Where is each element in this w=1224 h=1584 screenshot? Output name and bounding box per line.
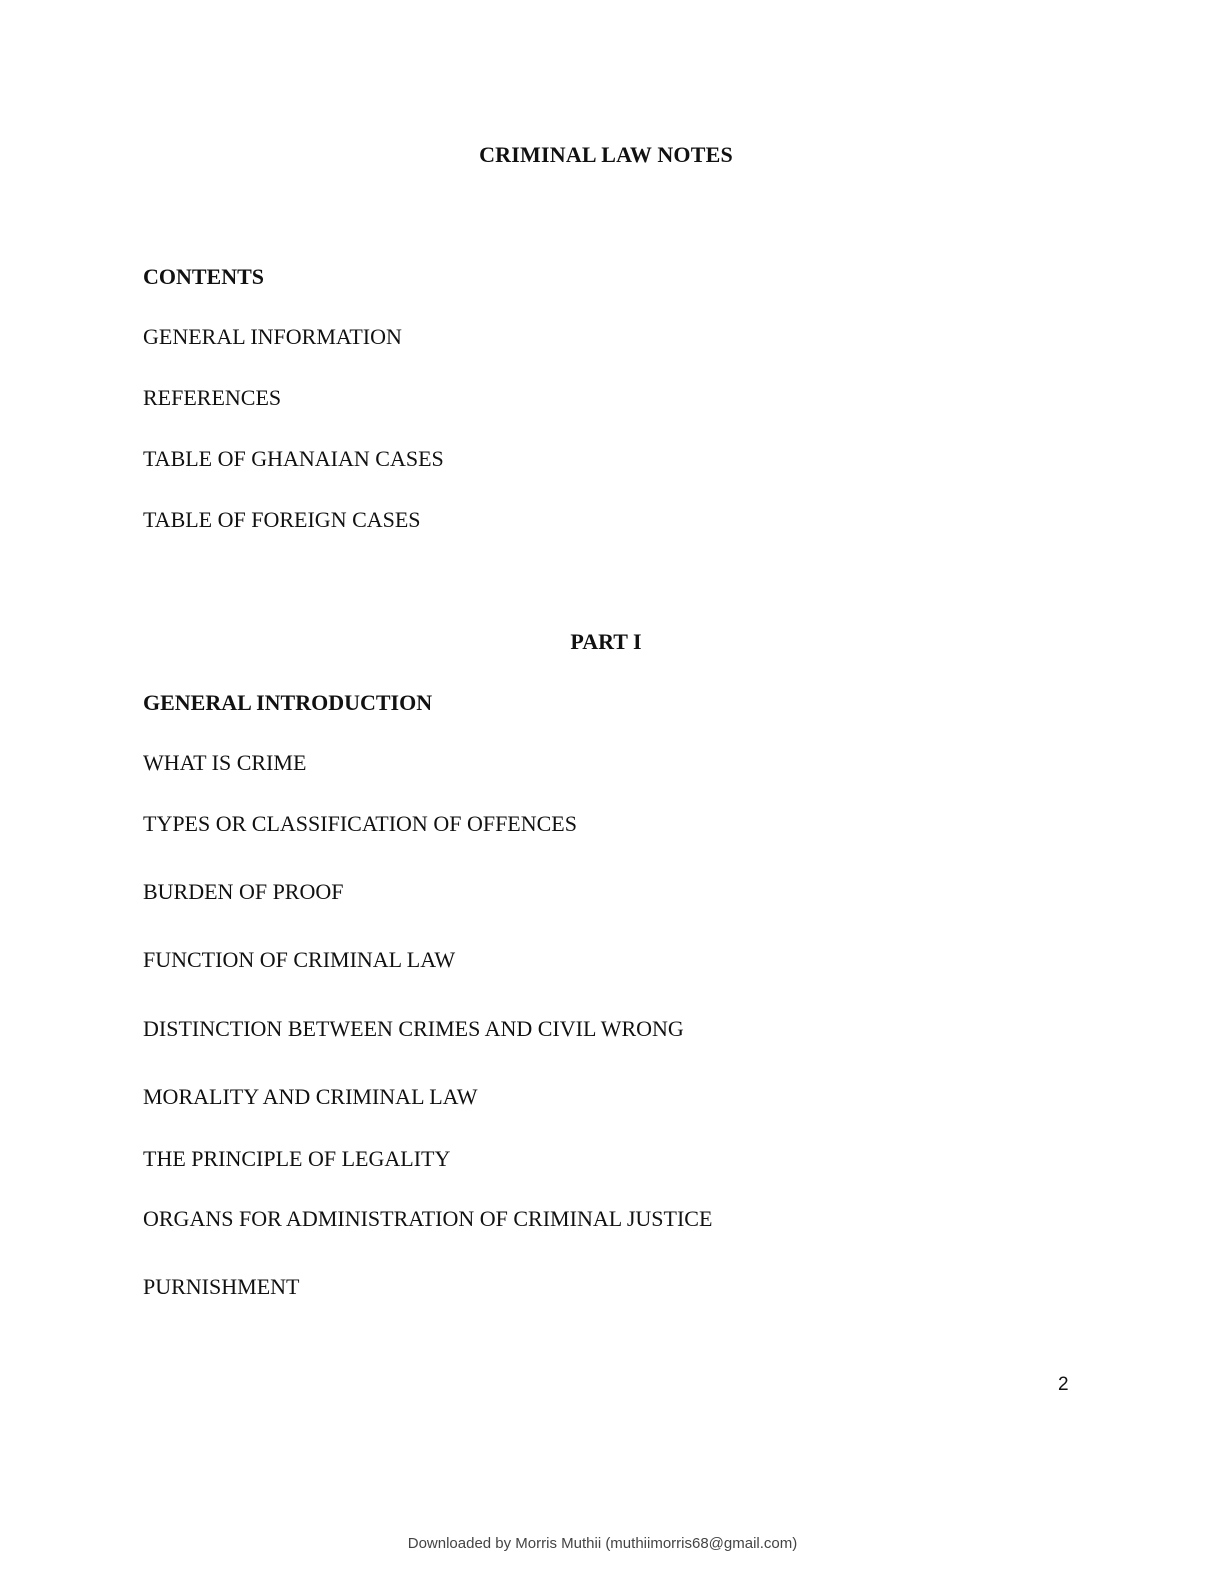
contents-heading: CONTENTS [143,264,265,289]
page-number: 2 [1058,1374,1069,1395]
part-heading: PART I [570,629,642,654]
section-item-types-of-offences: TYPES OR CLASSIFICATION OF OFFENCES [143,811,577,836]
section-item-morality-and-criminal-law: MORALITY AND CRIMINAL LAW [143,1084,478,1109]
section-heading: GENERAL INTRODUCTION [143,690,433,715]
document-title: CRIMINAL LAW NOTES [479,142,733,167]
download-footer: Downloaded by Morris Muthii (muthiimorris68@gmail.com) [407,1535,798,1552]
section-item-crimes-vs-civil-wrong: DISTINCTION BETWEEN CRIMES AND CIVIL WRONG [143,1016,684,1041]
contents-item-ghanaian-cases: TABLE OF GHANAIAN CASES [143,446,444,471]
section-item-principle-of-legality: THE PRINCIPLE OF LEGALITY [143,1146,451,1171]
contents-item-references: REFERENCES [143,385,282,410]
section-item-what-is-crime: WHAT IS CRIME [143,750,307,775]
section-item-organs-of-criminal-justice: ORGANS FOR ADMINISTRATION OF CRIMINAL JUSTICE [143,1206,713,1231]
contents-item-foreign-cases: TABLE OF FOREIGN CASES [143,507,421,532]
section-item-burden-of-proof: BURDEN OF PROOF [143,879,344,904]
contents-item-general-information: GENERAL INFORMATION [143,324,402,349]
section-item-punishment: PURNISHMENT [143,1274,300,1299]
section-item-function-of-criminal-law: FUNCTION OF CRIMINAL LAW [143,947,456,972]
